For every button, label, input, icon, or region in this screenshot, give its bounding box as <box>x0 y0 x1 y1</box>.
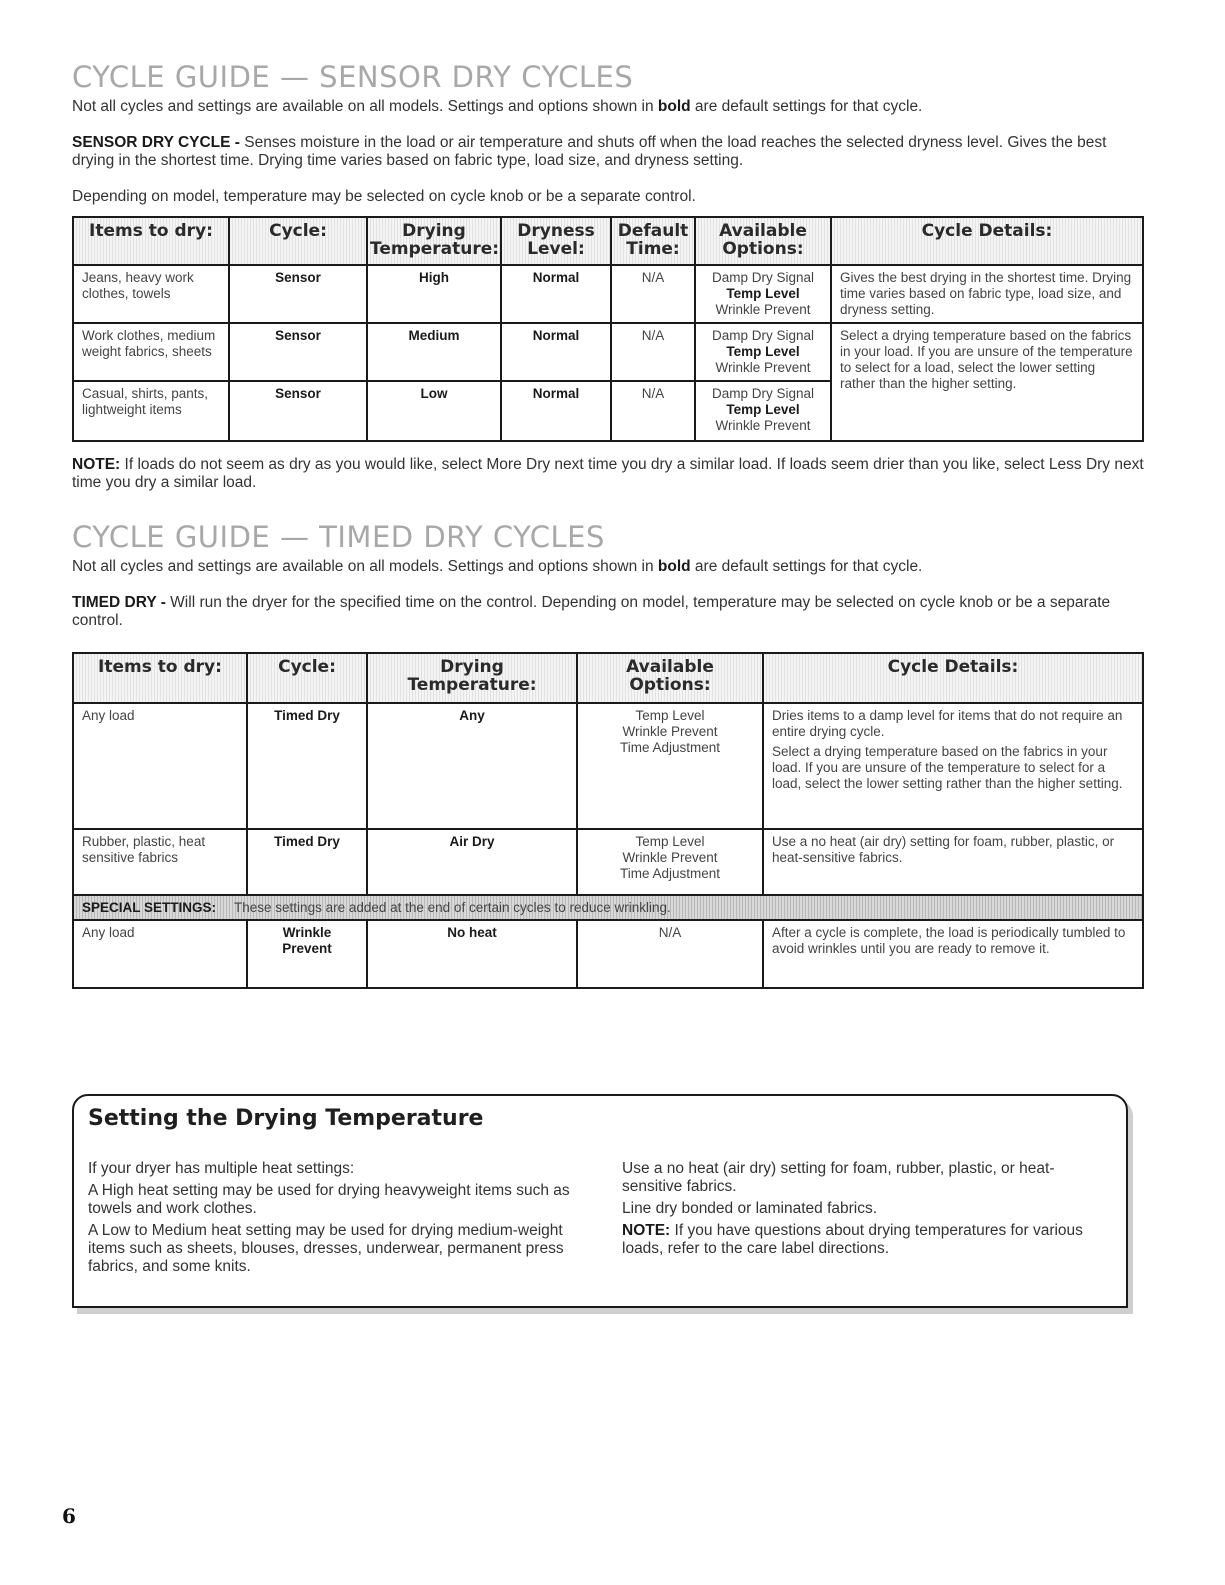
header-cycle: Cycle: <box>229 217 367 265</box>
timed-header-row <box>73 653 1143 703</box>
details-cell: Select a drying temperature based on the fabrics in your load. If you are unsure of the temperature to select for a load, select the lower setting rather than the higher setting. <box>831 323 1143 441</box>
sensor-guide-title: CYCLE GUIDE — SENSOR DRY CYCLES <box>72 60 634 94</box>
manual-page <box>72 60 1144 1275</box>
table-row <box>73 829 1143 895</box>
cycle-cell: Sensor <box>229 381 367 441</box>
cycle-cell: Timed Dry <box>247 703 367 829</box>
table-row <box>73 920 1143 988</box>
cycle-cell: Wrinkle Prevent <box>247 920 367 988</box>
header-details: Cycle Details: <box>763 653 1143 703</box>
header-options: Available Options: <box>577 653 763 703</box>
temperature-cell: Air Dry <box>367 829 577 895</box>
header-options: Available Options: <box>695 217 831 265</box>
sensor-cycle-table <box>72 216 1144 442</box>
temperature-cell: Medium <box>367 323 501 381</box>
temperature-right-column: Use a no heat (air dry) setting for foam, rubber, plastic, or heat-sensitive fabrics. Line dry bonded or laminated fabrics. NOTE: If you have questions about drying temperatures for various loads, refer to the care label directions. <box>622 1160 1083 1257</box>
header-items: Items to dry: <box>73 217 229 265</box>
options-cell: Temp Level Wrinkle Prevent Time Adjustment <box>577 703 763 829</box>
options-cell: Damp Dry Signal Temp Level Wrinkle Prevent <box>695 323 831 381</box>
cycle-cell: Sensor <box>229 323 367 381</box>
page-number: 6 <box>62 1504 76 1528</box>
items-cell: Rubber, plastic, heat sensitive fabrics <box>73 829 247 895</box>
special-settings-label: SPECIAL SETTINGS: <box>82 900 217 915</box>
options-cell: N/A <box>577 920 763 988</box>
timed-cycle-table <box>72 652 1144 989</box>
header-details: Cycle Details: <box>831 217 1143 265</box>
details-cell: Use a no heat (air dry) setting for foam, rubber, plastic, or heat-sensitive fabrics. <box>763 829 1143 895</box>
items-cell: Jeans, heavy work clothes, towels <box>73 265 229 323</box>
header-dryness: Dryness Level: <box>501 217 611 265</box>
items-cell: Any load <box>73 920 247 988</box>
temperature-left-column: If your dryer has multiple heat settings: A High heat setting may be used for drying heavyweight items such as towels and work clothes. A Low to Medium heat setting may be used for drying medium-weight items such as sheets, blouses, dresses, underwear, permanent press fabrics, and some knits. <box>88 1160 570 1275</box>
header-temperature: Drying Temperature: <box>367 217 501 265</box>
sensor-definition: SENSOR DRY CYCLE - Senses moisture in the load or air temperature and shuts off when the load reaches the selected dryness level. Gives the best drying in the shortest time. Drying time varies based on fabric type, load size, and dryness setting. <box>72 134 1107 169</box>
header-time: Default Time: <box>611 217 695 265</box>
time-cell: N/A <box>611 381 695 441</box>
temperature-cell: Low <box>367 381 501 441</box>
special-settings-text: These settings are added at the end of certain cycles to reduce wrinkling. <box>234 900 671 915</box>
table-row <box>73 323 1143 381</box>
time-cell: N/A <box>611 265 695 323</box>
header-items: Items to dry: <box>73 653 247 703</box>
details-cell: After a cycle is complete, the load is periodically tumbled to avoid wrinkles until you are ready to remove it. <box>763 920 1143 988</box>
header-temperature: Drying Temperature: <box>367 653 577 703</box>
time-cell: N/A <box>611 323 695 381</box>
dryness-cell: Normal <box>501 381 611 441</box>
special-settings-row <box>73 895 1143 920</box>
items-cell: Any load <box>73 703 247 829</box>
temperature-cell: Any <box>367 703 577 829</box>
drying-temperature-title: Setting the Drying Temperature <box>88 1106 484 1131</box>
items-cell: Casual, shirts, pants, lightweight items <box>73 381 229 441</box>
options-cell: Damp Dry Signal Temp Level Wrinkle Prevent <box>695 381 831 441</box>
header-cycle: Cycle: <box>247 653 367 703</box>
table-row <box>73 703 1143 829</box>
sensor-note: NOTE: If loads do not seem as dry as you would like, select More Dry next time you dry a similar load. If loads seem drier than you like, select Less Dry next time you dry a similar load. <box>72 456 1144 491</box>
sensor-depending-note: Depending on model, temperature may be selected on cycle knob or be a separate control. <box>72 188 696 205</box>
table-row <box>73 265 1143 323</box>
timed-intro: Not all cycles and settings are available on all models. Settings and options shown in bold are default settings for that cycle. <box>72 558 923 575</box>
dryness-cell: Normal <box>501 323 611 381</box>
timed-guide-title: CYCLE GUIDE — TIMED DRY CYCLES <box>72 520 605 554</box>
sensor-header-row <box>73 217 1143 265</box>
temperature-cell: High <box>367 265 501 323</box>
cycle-cell: Sensor <box>229 265 367 323</box>
options-cell: Temp Level Wrinkle Prevent Time Adjustment <box>577 829 763 895</box>
dryness-cell: Normal <box>501 265 611 323</box>
items-cell: Work clothes, medium weight fabrics, sheets <box>73 323 229 381</box>
sensor-intro: Not all cycles and settings are available on all models. Settings and options shown in bold are default settings for that cycle. <box>72 98 923 115</box>
options-cell: Damp Dry Signal Temp Level Wrinkle Prevent <box>695 265 831 323</box>
details-cell: Gives the best drying in the shortest time. Drying time varies based on fabric type, load size, and dryness setting. <box>831 265 1143 323</box>
temperature-cell: No heat <box>367 920 577 988</box>
cycle-cell: Timed Dry <box>247 829 367 895</box>
timed-definition: TIMED DRY - Will run the dryer for the specified time on the control. Depending on model, temperature may be selected on cycle knob or be a separate control. <box>72 594 1111 629</box>
details-cell: Dries items to a damp level for items that do not require an entire drying cycle. Select a drying temperature based on the fabrics in your load. If you are unsure of the temperature to select for a load, select the lower setting rather than the higher setting. <box>763 703 1143 829</box>
drying-temperature-box <box>72 1094 1128 1308</box>
